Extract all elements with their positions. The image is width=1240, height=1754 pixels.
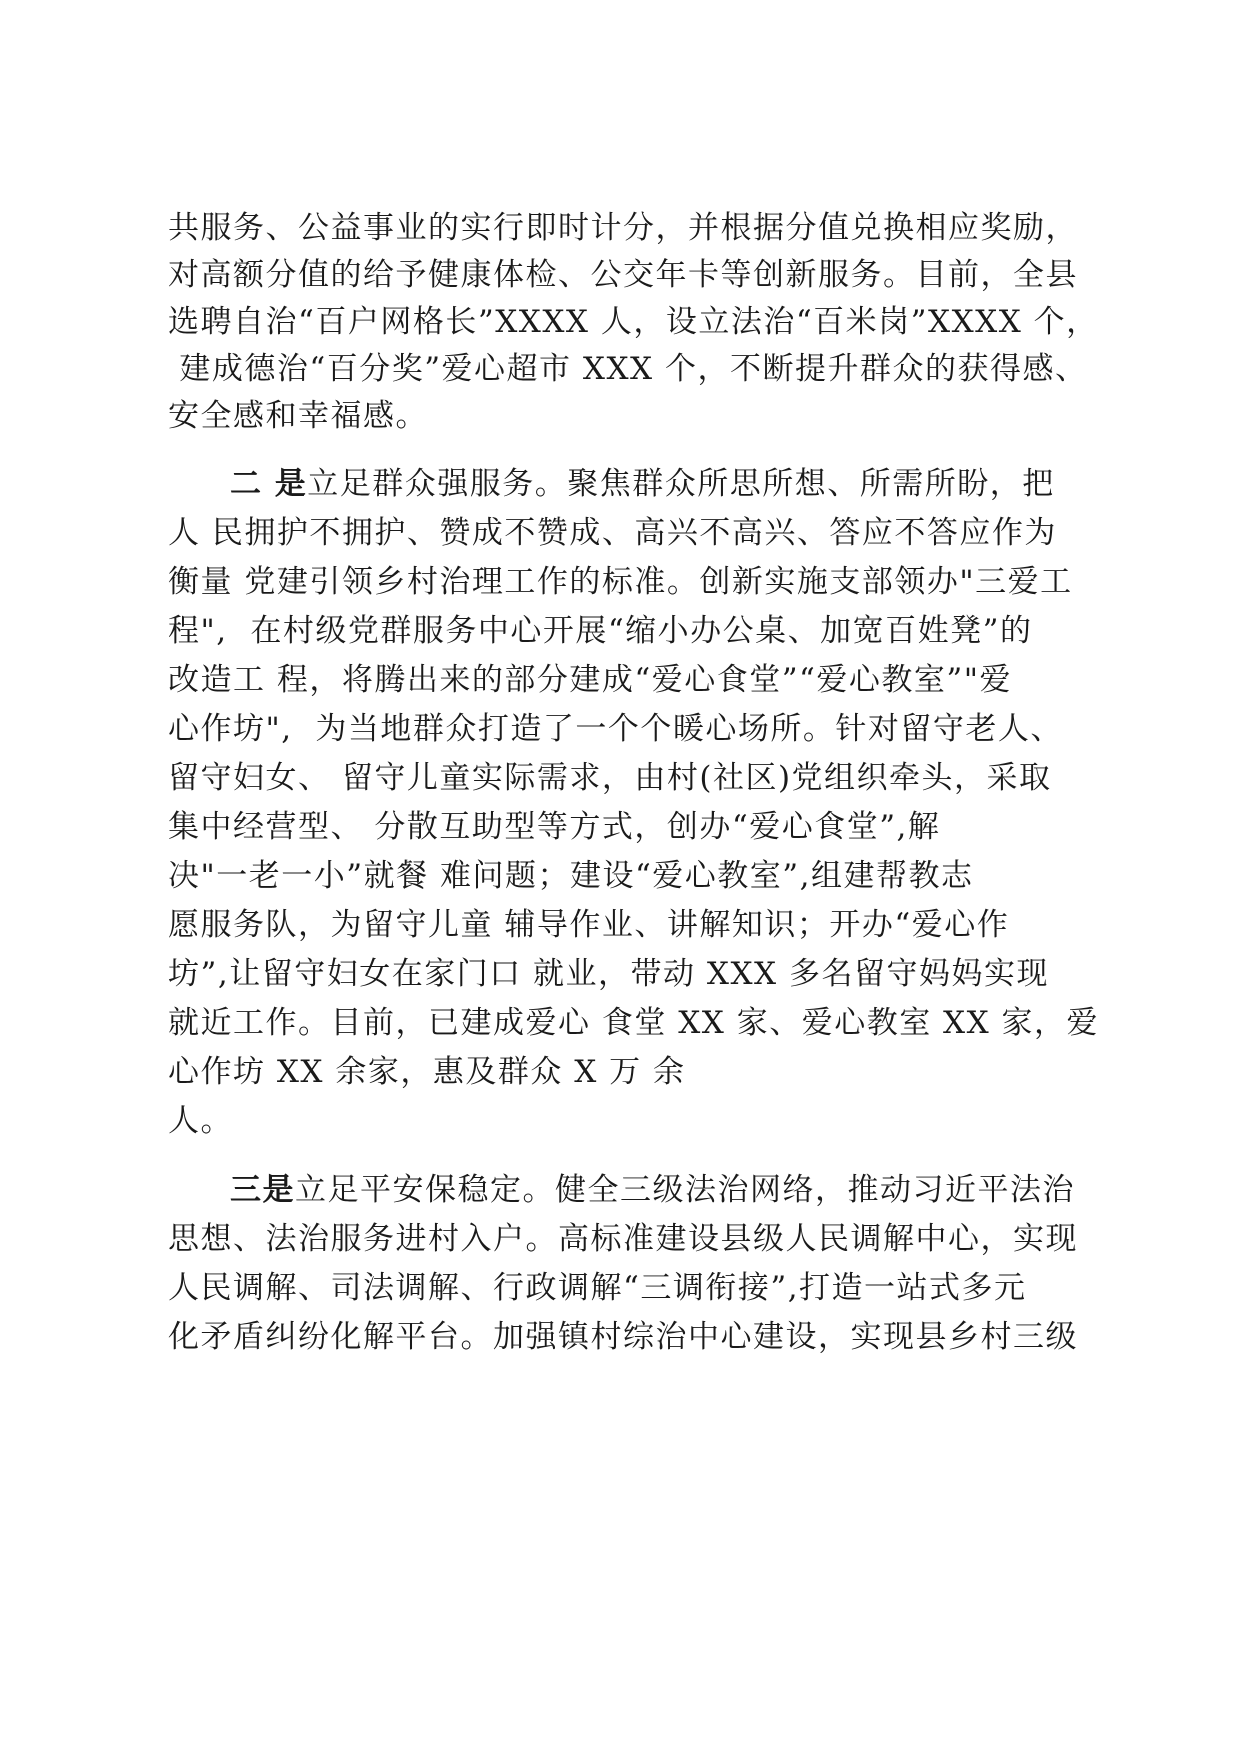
paragraph-line: 人民调解、司法调解、行政调解“三调衔接”,打造一站式多元 (168, 1270, 1027, 1306)
paragraph-line: 衡量 党建引领乡村治理工作的标准。创新实施支部领办"三爱工 (168, 564, 1073, 600)
paragraph-line: 化矛盾纠纷化解平台。加强镇村综治中心建设，实现县乡村三级 (168, 1319, 1078, 1355)
paragraph-line: 选聘自治“百户网格长”XXXX 人，设立法治“百米岗”XXXX 个， (168, 304, 1099, 340)
paragraph-first-line (230, 1170, 1075, 1210)
paragraph-line: 人 民拥护不拥护、赞成不赞成、高兴不高兴、答应不答应作为 (168, 515, 1057, 551)
paragraph-line: 留守妇女、 留守儿童实际需求，由村(社区)党组织牵头，采取 (168, 760, 1052, 796)
paragraph-line: 人。 (168, 1103, 233, 1139)
paragraph-line: 愿服务队，为留守儿童 辅导作业、讲解知识；开办“爱心作 (168, 907, 1010, 943)
paragraph-lead: 三是 (230, 1172, 295, 1208)
paragraph-first-line (230, 464, 1055, 504)
paragraph-line: 程", 在村级党群服务中心开展“缩小办公桌、加宽百姓凳”的 (168, 613, 1033, 649)
paragraph-first-text: 立足平安保稳定。健全三级法治网络，推动习近平法治 (295, 1172, 1075, 1208)
paragraph-lead: 二 是 (230, 466, 308, 502)
paragraph-line: 就近工作。目前，已建成爱心 食堂 XX 家、爱心教室 XX 家，爱 (168, 1005, 1100, 1041)
paragraph-line: 共服务、公益事业的实行即时计分，并根据分值兑换相应奖励， (168, 210, 1078, 246)
paragraph-line: 建成德治“百分奖”爱心超市 XXX 个，不断提升群众的获得感、 (168, 351, 1088, 387)
paragraph-line: 集中经营型、 分散互助型等方式，创办“爱心食堂”,解 (168, 809, 941, 845)
paragraph-line: 决"一老一小”就餐 难问题；建设“爱心教室”,组建帮教志 (168, 858, 974, 894)
paragraph-line: 心作坊", 为当地群众打造了一个个暖心场所。针对留守老人、 (168, 711, 1063, 747)
paragraph-line: 思想、法治服务进村入户。高标准建设县级人民调解中心，实现 (168, 1221, 1078, 1257)
paragraph-first-text: 立足群众强服务。聚焦群众所思所想、所需所盼，把 (307, 466, 1055, 502)
paragraph-line: 心作坊 XX 余家，惠及群众 X 万 余 (168, 1054, 686, 1090)
paragraph-line: 改造工 程，将腾出来的部分建成“爱心食堂”“爱心教室”"爱 (168, 662, 1013, 698)
paragraph-line: 安全感和幸福感。 (168, 398, 428, 434)
paragraph-line: 对高额分值的给予健康体检、公交年卡等创新服务。目前，全县 (168, 257, 1078, 293)
paragraph-line: 坊”,让留守妇女在家门口 就业，带动 XXX 多名留守妈妈实现 (168, 956, 1049, 992)
